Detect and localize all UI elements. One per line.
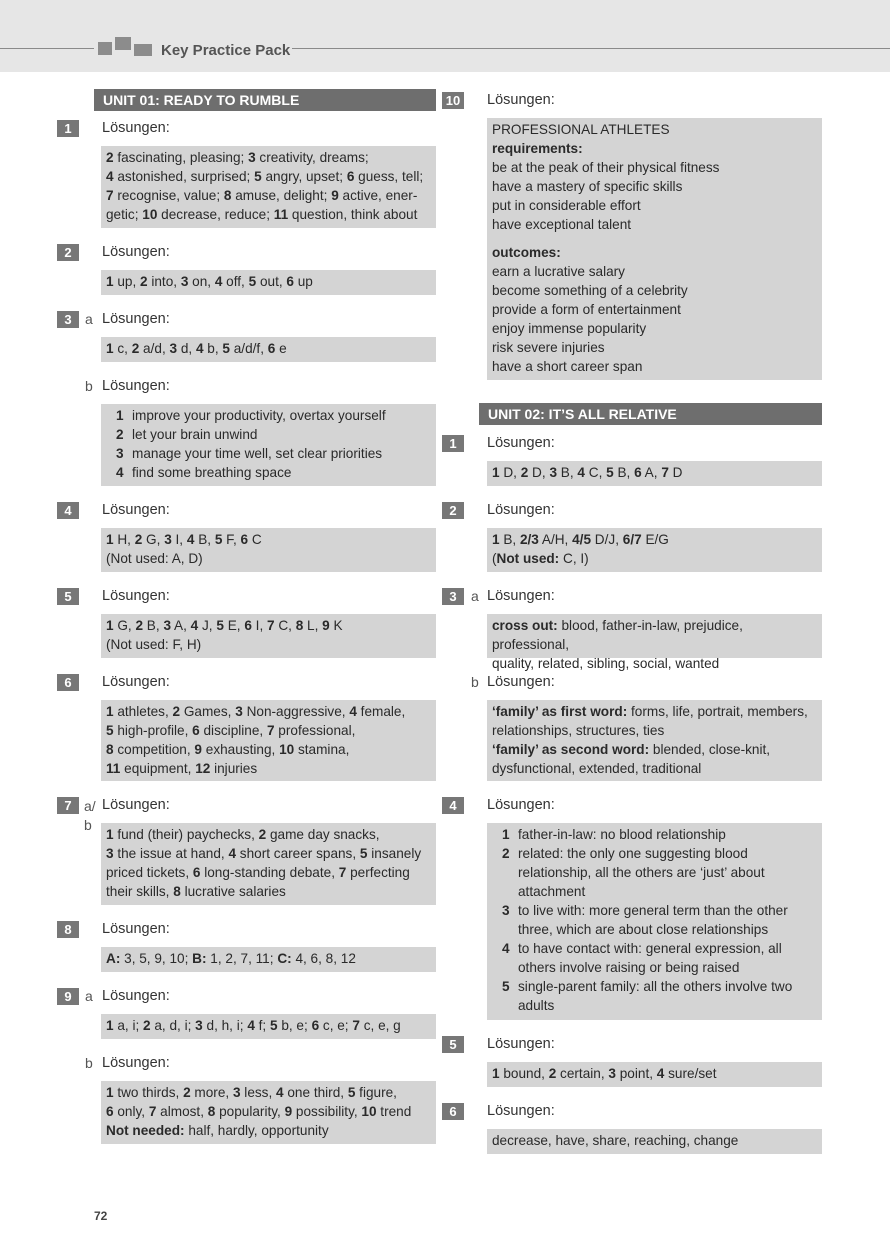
list-item: become something of a celebrity: [492, 283, 688, 298]
sub-letter: a/ b: [84, 798, 96, 833]
answer-box: 1 D, 2 D, 3 B, 4 C, 5 B, 6 A, 7 D: [487, 461, 822, 486]
list-item: 4 find some breathing space: [116, 465, 292, 480]
answer-box: 1 two thirds, 2 more, 3 less, 4 one third, 5 figure, 6 only, 7 almost, 8 popularity, 9 possibility, 10 trend Not needed: half, hardly, opportunity: [101, 1081, 436, 1144]
exercise-number: 6: [57, 674, 79, 691]
sub-letter: b: [85, 1055, 93, 1071]
list-item: 1 improve your productivity, overtax yourself: [116, 408, 386, 423]
exercise-number: 8: [57, 921, 79, 938]
loesungen-label: Lösungen:: [102, 120, 170, 136]
answer-box: 1 H, 2 G, 3 I, 4 B, 5 F, 6 C (Not used: A, D): [101, 528, 436, 572]
list-item: 3 manage your time well, set clear priorities: [116, 446, 383, 461]
numbered-list: [492, 825, 817, 1015]
answer-box: ‘family’ as first word: forms, life, portrait, members, relationships, structures, ties ‘family’ as second word: blended, close-knit, dysfunctional, extended, traditional: [487, 700, 822, 781]
loesungen-label: Lösungen:: [102, 674, 170, 690]
exercise-number: 2: [57, 244, 79, 261]
list-item: earn a lucrative salary: [492, 264, 625, 279]
answer-box: [101, 404, 436, 486]
loesungen-label: Lösungen:: [487, 674, 555, 690]
loesungen-label: Lösungen:: [102, 311, 170, 327]
header-rule-left: [0, 48, 94, 49]
exercise-number: 5: [442, 1036, 464, 1053]
list-item: provide a form of entertainment: [492, 302, 681, 317]
list-item: put in considerable effort: [492, 198, 641, 213]
exercise-number: 4: [57, 502, 79, 519]
page-header: [0, 0, 890, 72]
answer-box: 1 athletes, 2 Games, 3 Non-aggressive, 4 female, 5 high-profile, 6 discipline, 7 professional, 8 competition, 9 exhausting, 10 stamina, 11 equipment, 12 injuries: [101, 700, 436, 781]
answer-box: cross out: blood, father-in-law, prejudice, professional, quality, related, sibling, social, wanted: [487, 614, 822, 658]
loesungen-label: Lösungen:: [487, 435, 555, 451]
sub-letter: a: [85, 311, 93, 327]
unit01-title: UNIT 01: READY TO RUMBLE: [94, 89, 436, 111]
logo-square-3: [134, 44, 152, 56]
list-item: be at the peak of their physical fitness: [492, 160, 720, 175]
logo-square-2: [115, 37, 131, 50]
list-item: have a short career span: [492, 359, 643, 374]
answer-box: 1 bound, 2 certain, 3 point, 4 sure/set: [487, 1062, 822, 1087]
list-item: have a mastery of specific skills: [492, 179, 683, 194]
sub-letter: a: [471, 588, 479, 604]
numbered-list: [106, 406, 431, 482]
loesungen-label: Lösungen:: [102, 588, 170, 604]
list-item: 2 related: the only one suggesting blood relationship, all the others are ‘just’ about attachment: [502, 846, 765, 899]
sub-letter: a: [85, 988, 93, 1004]
loesungen-label: Lösungen:: [102, 1055, 170, 1071]
exercise-number: 5: [57, 588, 79, 605]
list-item: 2 let your brain unwind: [116, 427, 258, 442]
exercise-number: 1: [442, 435, 464, 452]
exercise-number: 3: [442, 588, 464, 605]
answer-box: 2 fascinating, pleasing; 3 creativity, dreams; 4 astonished, surprised; 5 angry, upset; 6 guess, tell; 7 recognise, value; 8 amuse, delight; 9 active, ener- getic; 10 decrease, reduce; 11 question, think about: [101, 146, 436, 228]
list-item: 1 father-in-law: no blood relationship: [502, 827, 726, 842]
loesungen-label: Lösungen:: [102, 797, 170, 813]
loesungen-label: Lösungen:: [102, 988, 170, 1004]
header-title: Key Practice Pack: [161, 42, 291, 59]
answer-box: 1 B, 2/3 A/H, 4/5 D/J, 6/7 E/G (Not used: C, I): [487, 528, 822, 572]
list-item: enjoy immense popularity: [492, 321, 647, 336]
exercise-number: 1: [57, 120, 79, 137]
loesungen-label: Lösungen:: [487, 92, 555, 108]
exercise-number: 2: [442, 502, 464, 519]
loesungen-label: Lösungen:: [102, 378, 170, 394]
answer-box: [487, 118, 822, 380]
answer-box: [487, 1129, 822, 1154]
exercise-number: 4: [442, 797, 464, 814]
exercise-number: 6: [442, 1103, 464, 1120]
answer-box: 1 G, 2 B, 3 A, 4 J, 5 E, 6 I, 7 C, 8 L, 9 K (Not used: F, H): [101, 614, 436, 658]
exercise-number: 3: [57, 311, 79, 328]
list-item: risk severe injuries: [492, 340, 605, 355]
exercise-number: 7: [57, 797, 79, 814]
answer-box: [487, 823, 822, 1020]
page-number: 72: [94, 1209, 108, 1223]
loesungen-label: Lösungen:: [487, 1103, 555, 1119]
answer-box: 1 a, i; 2 a, d, i; 3 d, h, i; 4 f; 5 b, e; 6 c, e; 7 c, e, g: [101, 1014, 436, 1039]
exercise-number: 9: [57, 988, 79, 1005]
answer-box: 1 fund (their) paychecks, 2 game day snacks, 3 the issue at hand, 4 short career spans, 5 insanely priced tickets, 6 long-standing debate, 7 perfecting their skills, 8 lucrative salaries: [101, 823, 436, 905]
exercise-number: 10: [442, 92, 464, 109]
loesungen-label: Lösungen:: [487, 588, 555, 604]
loesungen-label: Lösungen:: [487, 1036, 555, 1052]
loesungen-label: Lösungen:: [102, 244, 170, 260]
list-item: have exceptional talent: [492, 217, 632, 232]
outcomes-label: outcomes:: [492, 245, 561, 260]
header-rule-right: [292, 48, 890, 49]
loesungen-label: Lösungen:: [487, 502, 555, 518]
logo-square-1: [98, 42, 112, 55]
sub-letter: b: [471, 674, 479, 690]
box-heading: PROFESSIONAL ATHLETES: [492, 122, 670, 137]
loesungen-label: Lösungen:: [102, 502, 170, 518]
list-item: 3 to live with: more general term than the other three, which are about close relationships: [502, 903, 788, 937]
answer-text: decrease, have, share, reaching, change: [492, 1133, 739, 1148]
requirements-label: requirements:: [492, 141, 583, 156]
loesungen-label: Lösungen:: [102, 921, 170, 937]
answer-box: 1 c, 2 a/d, 3 d, 4 b, 5 a/d/f, 6 e: [101, 337, 436, 362]
list-item: 5 single-parent family: all the others involve two adults: [502, 979, 793, 1013]
answer-box: A: 3, 5, 9, 10; B: 1, 2, 7, 11; C: 4, 6, 8, 12: [101, 947, 436, 972]
answer-box: 1 up, 2 into, 3 on, 4 off, 5 out, 6 up: [101, 270, 436, 295]
sub-letter: b: [85, 378, 93, 394]
loesungen-label: Lösungen:: [487, 797, 555, 813]
list-item: 4 to have contact with: general expression, all others involve raising or being raised: [502, 941, 782, 975]
unit02-title: UNIT 02: IT’S ALL RELATIVE: [479, 403, 822, 425]
